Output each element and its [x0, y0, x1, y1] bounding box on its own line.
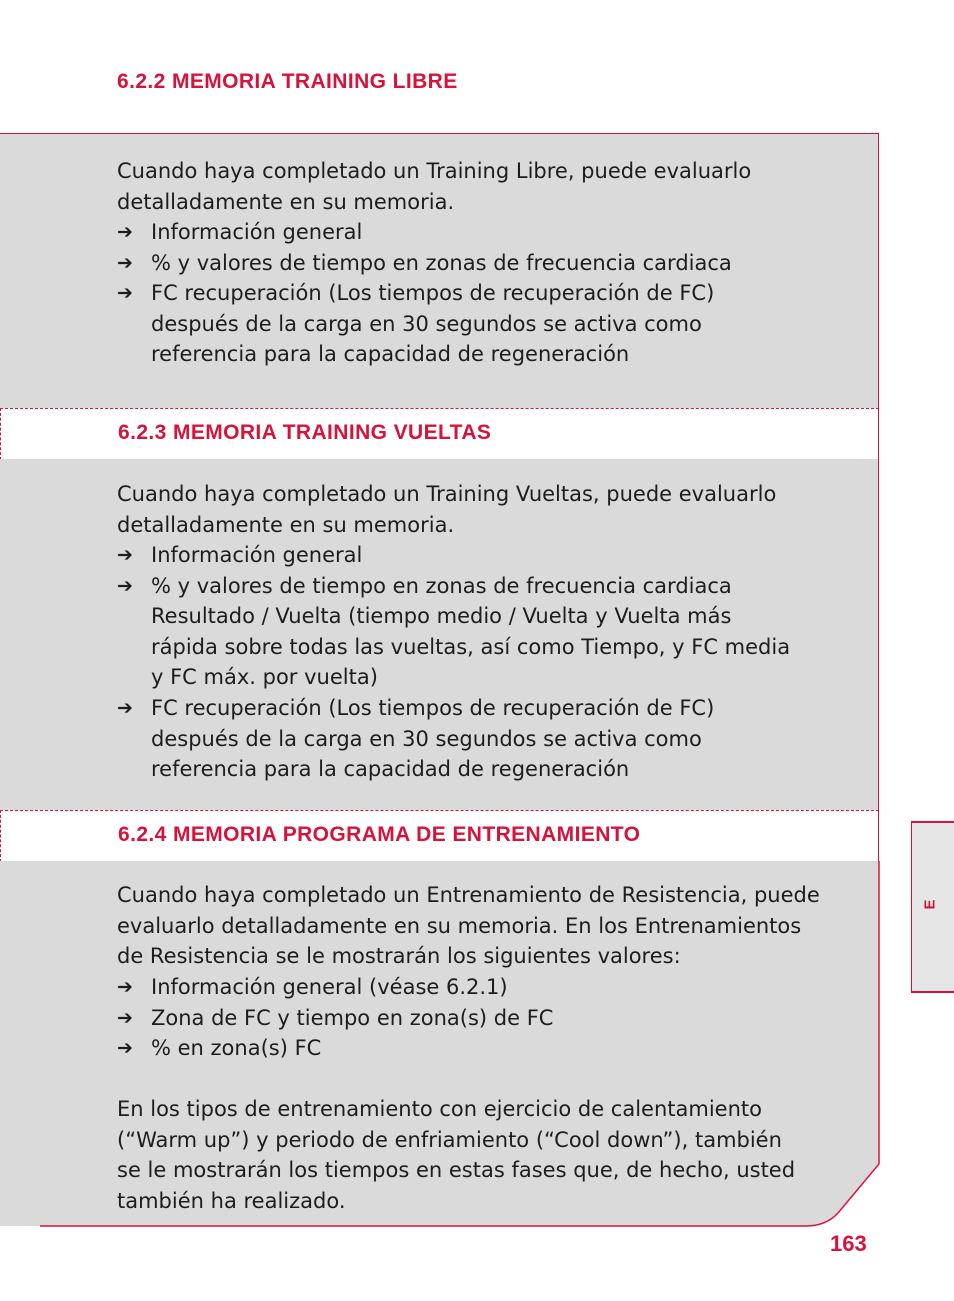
content-panel-623 [0, 459, 879, 810]
text-line: % en zona(s) FC [151, 1036, 322, 1061]
text-line: y FC máx. por vuelta) [151, 665, 378, 690]
bullet-list-623 [117, 540, 790, 785]
bullet-list-622 [117, 217, 732, 370]
content-panel-622 [0, 133, 879, 409]
text-line: también ha realizado. [117, 1188, 346, 1213]
list-item [117, 217, 732, 248]
arrow-icon: ➔ [117, 282, 133, 305]
text-line: referencia para la capacidad de regeneración [151, 342, 630, 367]
text-line: detalladamente en su memoria. [117, 189, 455, 214]
text-line: después de la carga en 30 segundos se activa como [151, 311, 702, 336]
text-line: Cuando haya completado un Entrenamiento de Resistencia, puede [117, 883, 820, 907]
list-item [117, 278, 732, 370]
section-heading-624: 6.2.4 MEMORIA PROGRAMA DE ENTRENAMIENTO [118, 823, 641, 846]
text-line: Información general (véase 6.2.1) [151, 975, 508, 999]
section-heading-623: 6.2.3 MEMORIA TRAINING VUELTAS [118, 421, 492, 444]
text-line: Zona de FC y tiempo en zona(s) de FC [151, 1005, 554, 1030]
text-line: Cuando haya completado un Training Vueltas, puede evaluarlo [117, 482, 777, 506]
text-line: Cuando haya completado un Training Libre, puede evaluarlo [117, 159, 752, 183]
bullet-list-624 [117, 972, 553, 1064]
text-line: se le mostrarán los tiempos en estas fases que, de hecho, usted [117, 1158, 796, 1183]
text-line: detalladamente en su memoria. [117, 512, 455, 537]
arrow-icon: ➔ [117, 574, 133, 597]
arrow-icon: ➔ [117, 221, 133, 243]
list-item [117, 540, 790, 571]
text-line: % y valores de tiempo en zonas de frecuencia cardiaca [151, 573, 732, 598]
text-line: FC recuperación (Los tiempos de recuperación de FC) [151, 281, 715, 306]
text-line: Información general [151, 220, 363, 244]
text-line: % y valores de tiempo en zonas de frecuencia cardiaca [151, 250, 732, 275]
text-line: referencia para la capacidad de regeneración [151, 757, 630, 782]
list-item [117, 693, 790, 785]
list-item [117, 248, 732, 279]
arrow-icon: ➔ [117, 1006, 133, 1029]
arrow-icon: ➔ [117, 544, 133, 566]
language-tab-label: E [921, 899, 939, 910]
language-tab [911, 821, 954, 993]
list-item [117, 571, 790, 693]
section-band-624 [0, 810, 879, 862]
text-line: Resultado / Vuelta (tiempo medio / Vuelta y Vuelta más [151, 604, 732, 629]
text-line: después de la carga en 30 segundos se activa como [151, 726, 702, 751]
intro-paragraph-623 [117, 479, 776, 540]
arrow-icon: ➔ [117, 976, 133, 998]
arrow-icon: ➔ [117, 696, 133, 719]
arrow-icon: ➔ [117, 251, 133, 274]
intro-paragraph-622 [117, 156, 751, 217]
text-line: rápida sobre todas las vueltas, así como Tiempo, y FC media [151, 634, 791, 659]
text-line: Información general [151, 543, 363, 567]
section-band-623 [0, 408, 879, 460]
text-line: evaluarlo detalladamente en su memoria. En los Entrenamientos [117, 913, 802, 938]
page-number: 163 [830, 1231, 867, 1256]
text-line: de Resistencia se le mostrarán los siguientes valores: [117, 944, 681, 969]
content-panel-624 [0, 861, 879, 1226]
section-heading-622: 6.2.2 MEMORIA TRAINING LIBRE [117, 70, 458, 93]
list-item [117, 972, 553, 1003]
list-item [117, 1033, 553, 1064]
text-line: En los tipos de entrenamiento con ejercicio de calentamiento [117, 1097, 762, 1121]
text-line: FC recuperación (Los tiempos de recuperación de FC) [151, 695, 715, 720]
intro-paragraph-624 [117, 880, 820, 972]
text-line: (“Warm up”) y periodo de enfriamiento (“Cool down”), también [117, 1127, 782, 1152]
arrow-icon: ➔ [117, 1037, 133, 1060]
list-item [117, 1003, 553, 1034]
outro-paragraph-624 [117, 1094, 795, 1216]
